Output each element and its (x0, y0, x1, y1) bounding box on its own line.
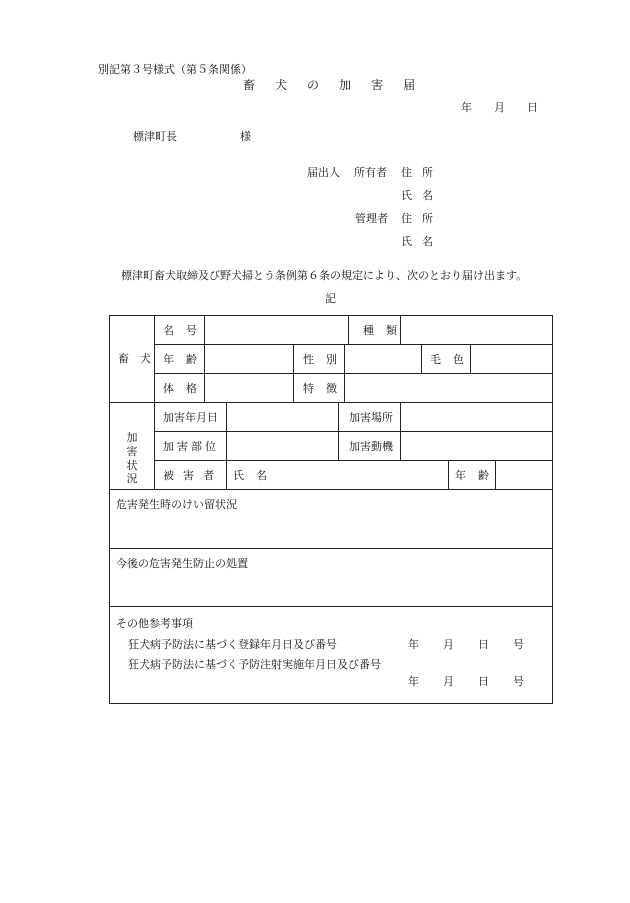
day-label: 日 (478, 675, 489, 688)
label-char: 徴 (326, 382, 337, 395)
label-char: 名 (422, 189, 433, 202)
title-char: 畜 (243, 78, 256, 92)
label-char: 害 (177, 440, 188, 453)
owner-address-label (401, 167, 443, 178)
label-char: 被 (163, 469, 174, 482)
label-char: 種 (363, 324, 374, 337)
detention-label: 危害発生時のけい留状況 (116, 498, 237, 511)
manager-label: 管理者 (355, 212, 388, 225)
label-char: 者 (203, 469, 214, 482)
year-label: 年 (461, 101, 472, 114)
label-char: 住 (401, 212, 412, 225)
title-char: の (307, 78, 320, 92)
day-label: 日 (527, 101, 538, 114)
label-char: 所 (422, 166, 433, 179)
label-char: 加 (163, 440, 174, 453)
report-table (109, 315, 553, 704)
dog-section-label: 畜 犬 (118, 352, 151, 365)
addressee-name: 標津町長 (133, 130, 177, 143)
label-char: 号 (186, 324, 197, 337)
rabies-vaccination-date (408, 676, 524, 687)
label-char: 名 (163, 324, 174, 337)
rabies-vaccination-label: 狂犬病予防法に基づく予防注射実施年月日及び番号 (128, 658, 381, 671)
harm-date-label: 加害年月日 (163, 411, 218, 424)
label-char: 住 (401, 166, 412, 179)
submitter-title: 届出人 (307, 166, 340, 179)
dog-coat-label (430, 354, 476, 365)
label-char: 名 (422, 235, 433, 248)
label-char: 齢 (478, 469, 489, 482)
label-char: 性 (303, 353, 314, 366)
owner-label: 所有者 (354, 166, 387, 179)
harm-motive-label: 加害動機 (349, 440, 393, 453)
addressee-suffix: 様 (240, 130, 251, 143)
dog-sex-label (303, 354, 349, 365)
month-label: 月 (443, 638, 454, 651)
label-char: 氏 (233, 469, 244, 482)
document-title (243, 79, 435, 91)
label-char: 年 (163, 353, 174, 366)
label-char: 齢 (186, 353, 197, 366)
dog-name-label (163, 325, 209, 336)
dog-breed-label (363, 325, 409, 336)
rabies-registration-date (408, 639, 524, 650)
victim-name-label (233, 470, 279, 481)
manager-address-label (401, 213, 443, 224)
label-char: 位 (205, 440, 216, 453)
harm-section-label (116, 431, 148, 486)
label-char: 体 (163, 382, 174, 395)
year-label: 年 (408, 675, 419, 688)
dog-feature-label (303, 383, 349, 394)
label-char: 所 (422, 212, 433, 225)
label-char: 色 (453, 353, 464, 366)
form-number: 別記第３号様式（第５条関係） (98, 63, 252, 76)
label-char: 害 (183, 469, 194, 482)
victim-label (163, 470, 214, 481)
label-char: 部 (191, 440, 202, 453)
statement-text: 標津町畜犬取締及び野犬掃とう条例第６条の規定により、次のとおり届け出ます。 (121, 269, 528, 282)
addressee (133, 131, 251, 142)
label-char: 別 (326, 353, 337, 366)
label-char: 格 (186, 382, 197, 395)
year-label: 年 (408, 638, 419, 651)
month-label: 月 (443, 675, 454, 688)
submitter-label (307, 167, 387, 178)
label-char: 特 (303, 382, 314, 395)
prevention-label: 今後の危害発生防止の処置 (116, 557, 248, 570)
label-char: 年 (455, 469, 466, 482)
title-char: 害 (371, 78, 384, 92)
label-char: 類 (386, 324, 397, 337)
label-char: 氏 (401, 235, 412, 248)
other-notes-label: その他参考事項 (116, 617, 193, 630)
rabies-registration-label: 狂犬病予防法に基づく登録年月日及び番号 (128, 638, 337, 651)
dog-age-label (163, 354, 209, 365)
label-char: 氏 (401, 189, 412, 202)
harm-place-label: 加害場所 (349, 411, 393, 424)
title-char: 加 (339, 78, 352, 92)
number-label: 号 (513, 675, 524, 688)
owner-name-label (401, 190, 443, 201)
label-char: 名 (256, 469, 267, 482)
title-char: 犬 (275, 78, 288, 92)
ki-heading: 記 (325, 292, 336, 305)
title-char: 届 (403, 78, 416, 92)
harm-section-line: 状 況 (126, 458, 149, 486)
day-label: 日 (478, 638, 489, 651)
victim-age-label (455, 470, 501, 481)
submission-date (461, 102, 548, 113)
harm-part-label (163, 441, 216, 452)
label-char: 毛 (430, 353, 441, 366)
dog-build-label (163, 383, 209, 394)
manager-name-label (401, 236, 443, 247)
harm-section-line: 加 害 (126, 431, 149, 458)
number-label: 号 (513, 638, 524, 651)
month-label: 月 (494, 101, 505, 114)
